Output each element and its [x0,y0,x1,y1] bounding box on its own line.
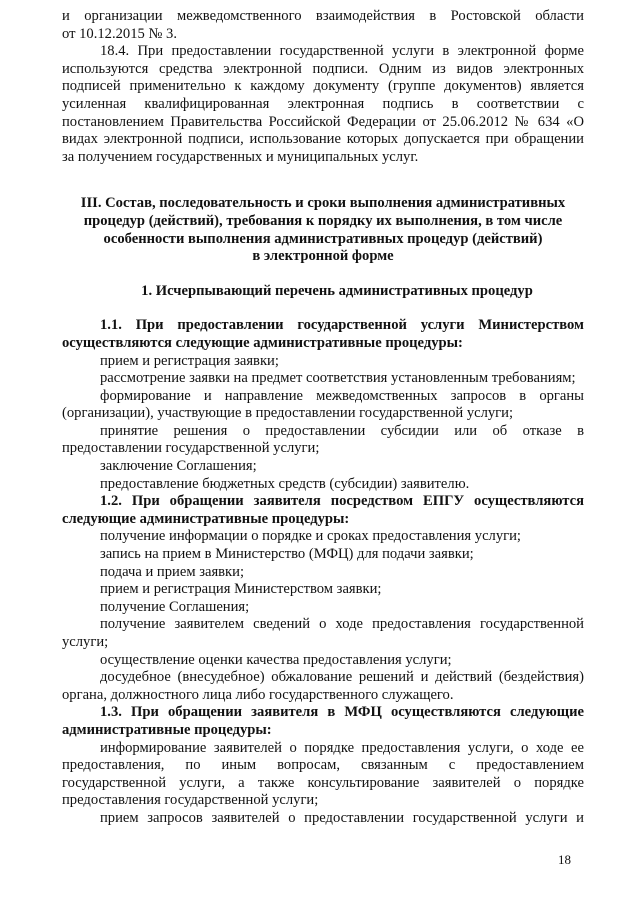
intro-line-1: и организации межведомственного взаимодействия в Ростовской области [62,8,584,24]
paragraph-1-2-lead-text: 1.2. При обращении заявителя посредством ЕПГУ осуществляются следующие административные процедуры: [62,493,584,527]
list-item: осуществление оценки качества предоставления услуги; [100,651,452,668]
section-3-title-line-1: III. Состав, последовательность и сроки выполнения административных [80,195,566,212]
page-number: 18 [558,852,571,867]
list-item: подача и прием заявки; [100,563,245,580]
paragraph-1-1-lead [62,317,584,352]
list-item: информирование заявителей о порядке предоставления услуги, о ходе ее предоставления, по иным вопросам, связанным с предоставлением государственной услуги, а также консультирование заявителей о порядке предоставления государственной услуги; [62,739,584,809]
list-item: получение информации о порядке и сроках предоставления услуги; [100,528,521,545]
intro-line-2: от 10.12.2015 № 3. [62,25,177,42]
paragraph-1-1-lead-text: 1.1. При предоставлении государственной услуги Министерством осуществляются следующие административные процедуры: [62,317,584,351]
subsection-1-title: 1. Исчерпывающий перечень административных процедур [141,282,533,299]
list-item: получение Соглашения; [100,598,250,615]
list-1-3 [62,740,584,828]
section-3-title-line-3: особенности выполнения административных процедур (действий) [103,230,543,247]
paragraph-1-3-lead [62,704,584,739]
list-item: получение заявителем сведений о ходе предоставления государственной услуги; [62,616,584,650]
list-item: заключение Соглашения; [100,458,257,475]
paragraph-18-4: 18.4. При предоставлении государственной услуги в электронной форме используются средства электронной подписи. Одним из видов электронных подписей применительно к каждому документу (группе документов) является усиленная квалифицированная электронная подпись в соответствии с постановлением Правительства Российской Федерации от 25.06.2012 № 634 «О видах электронной подписи, использование которых допускается при обращении за получением государственных и муниципальных услуг. [62,43,584,165]
list-item: предоставление бюджетных средств (субсидии) заявителю. [100,475,470,492]
section-3-title-line-4: в электронной форме [252,248,394,265]
list-item: прием запросов заявителей о предоставлении государственной услуги и [100,809,584,826]
list-item: принятие решения о предоставлении субсидии или об отказе в предоставлении государственной услуги; [62,422,584,457]
list-item: досудебное (внесудебное) обжалование решений и действий (бездействия) органа, должностного лица либо государственного служащего. [62,669,584,703]
list-1-1 [62,353,584,494]
paragraph-1-2-lead [62,493,584,528]
list-1-2 [62,528,584,704]
section-3-heading [62,195,584,265]
list-item: запись на прием в Министерство (МФЦ) для подачи заявки; [100,546,474,563]
list-item: рассмотрение заявки на предмет соответствия установленным требованиям; [100,370,576,387]
section-3-title-line-2: процедур (действий), требования к порядку их выполнения, в том числе [83,212,563,229]
document-page [62,8,584,828]
list-item: прием и регистрация Министерством заявки; [100,581,382,598]
paragraph-1-3-lead-text: 1.3. При обращении заявителя в МФЦ осуществляются следующие административные процедуры: [62,704,584,738]
list-item: прием и регистрация заявки; [100,352,279,369]
list-item: формирование и направление межведомственных запросов в органы (организации), участвующие в предоставлении государственной услуги; [62,387,584,422]
